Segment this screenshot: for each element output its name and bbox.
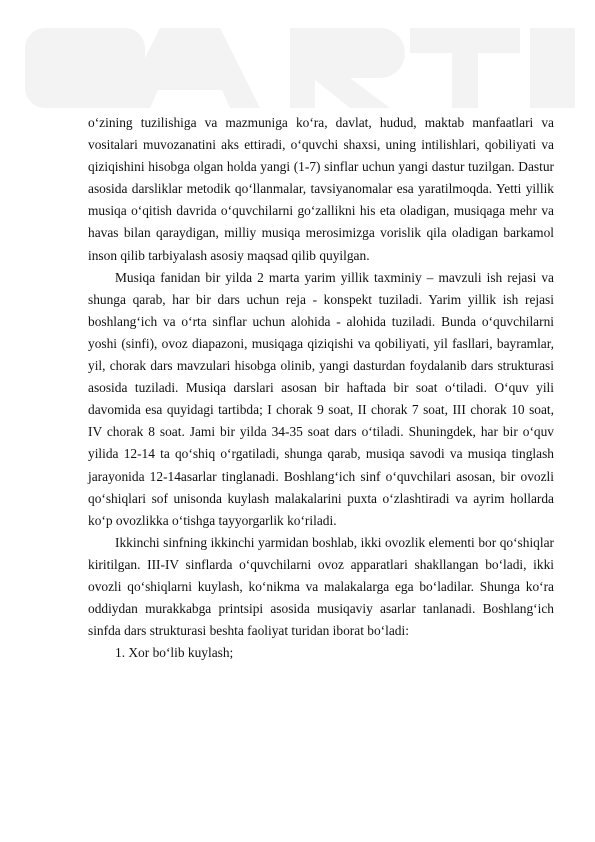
paragraph-1: o‘zining tuzilishiga va mazmuniga ko‘ra, davlat, hudud, maktab manfaatlari va vositalari muvozanatini aks ettiradi, o‘quvchi shaxsi, uning intilishlari, qobiliyati va qiziqishini hisobga olgan holda yangi (1-7) sinflar uchun yangi dastur tuzilgan. Dastur asosida darsliklar metodik qo‘llanmalar, tavsiyanomalar esa yaratilmoqda. Yetti yillik musiqa o‘qitish davrida o‘quvchilarni go‘zallikni his eta oladigan, musiqaga mehr va havas bilan qaraydigan, milliy musiqa merosimizga vorislik qila oladigan barkamol inson qilib tarbiyalash asosiy maqsad qilib quyilgan.	[88, 115, 554, 263]
document-body	[88, 112, 554, 664]
paragraph-3: Ikkinchi sinfning ikkinchi yarmidan boshlab, ikki ovozlik elementi bor qo‘shiqlar kiritilgan. III-IV sinflarda o‘quvchilarni ovoz apparatlari shakllangan bo‘ladi, ikki ovozli qo‘shiqlarni kuylash, ko‘nikma va malakalarga ega bo‘ladilar. Shunga ko‘ra oddiydan murakkabga printsipi asosida musiqaviy asarlar tanlanadi. Boshlang‘ich sinfda dars strukturasi beshta faoliyat turidan iborat bo‘ladi:	[88, 534, 554, 639]
list-item-1: 1. Xor bo‘lib kuylash;	[115, 645, 234, 661]
paragraph-2: Musiqa fanidan bir yilda 2 marta yarim yillik taxminiy – mavzuli ish rejasi va shunga qarab, har bir dars uchun reja - konspekt tuziladi. Yarim yillik ish rejasi boshlang‘ich va o‘rta sinflar uchun alohida - alohida tuziladi. Bunda o‘quvchilarni yoshi (sinfi), ovoz diapazoni, musiqaga qiziqishi va qobiliyati, yil fasllari, bayramlar, yil, chorak dars mavzulari hisobga olinib, yangi dasturdan foydalanib dars strukturasi asosida tuziladi. Musiqa darslari asosan bir haftada bir soat o‘tiladi. O‘quv yili davomida esa quyidagi tartibda; I chorak 9 soat, II chorak 7 soat, III chorak 10 soat, IV chorak 8 soat. Jami bir yilda 34-35 soat dars o‘tiladi. Shuningdek, har bir o‘quv yilida 12-14 ta qo‘shiq o‘rgatiladi, shunga qarab, musiqa savodi va musiqa tinglash jarayonida 12-14asarlar tinglanadi. Boshlang‘ich sinf o‘quvchilari asosan, bir ovozli qo‘shiqlari sof unisonda kuylash malakalarini puxta o‘zlashtiradi va ayrim hollarda ko‘p ovozlikka o‘tishga tayyorgarlik ko‘riladi.	[88, 269, 554, 528]
